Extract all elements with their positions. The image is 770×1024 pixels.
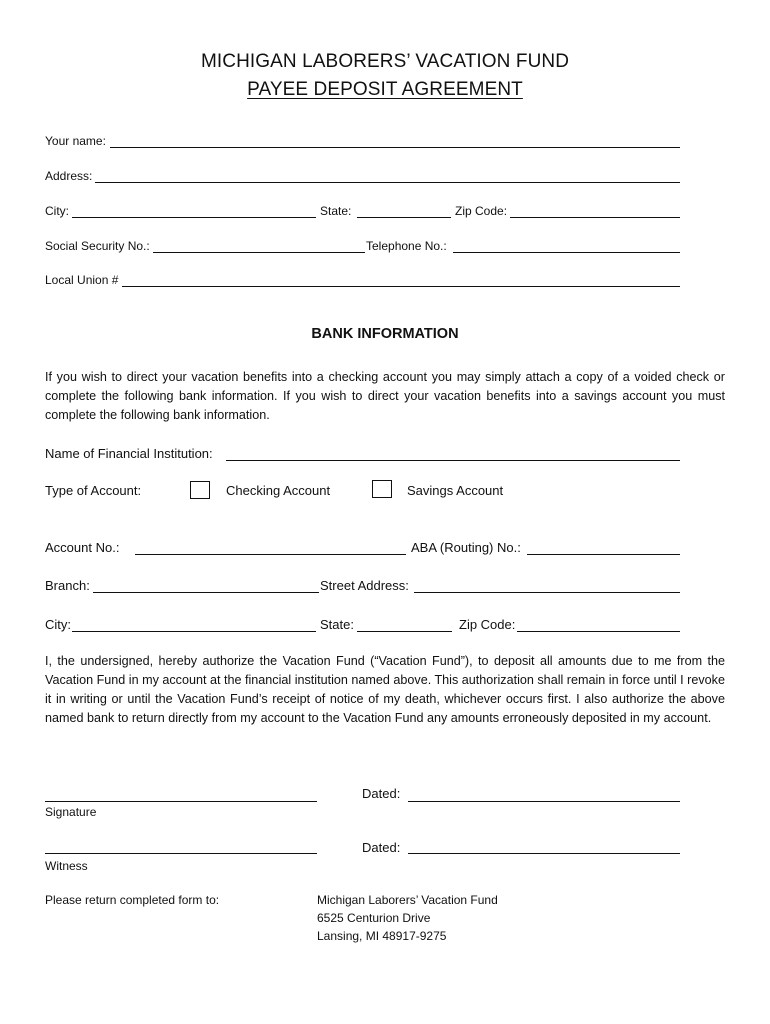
address-field[interactable] bbox=[95, 182, 680, 183]
state-field[interactable] bbox=[357, 217, 451, 218]
state-label: State: bbox=[320, 204, 352, 218]
zip-field[interactable] bbox=[510, 217, 680, 218]
witness-label: Witness bbox=[45, 859, 88, 873]
account-number-field[interactable] bbox=[135, 554, 406, 555]
routing-label: ABA (Routing) No.: bbox=[411, 540, 521, 555]
signature-dated-label: Dated: bbox=[362, 786, 401, 801]
savings-label: Savings Account bbox=[407, 483, 504, 498]
bank-intro: If you wish to direct your vacation benefits into a checking account you may simply attach a copy of a voided check or complete the following bank information. If you wish to direct your vacation benefits into a savings account you must complete the following bank information. bbox=[45, 370, 725, 422]
phone-label: Telephone No.: bbox=[366, 239, 447, 253]
branch-field[interactable] bbox=[93, 592, 319, 593]
checking-checkbox[interactable] bbox=[190, 481, 210, 499]
ssn-field[interactable] bbox=[153, 252, 365, 253]
bank-state-field[interactable] bbox=[357, 631, 452, 632]
branch-label: Branch: bbox=[45, 578, 90, 593]
form-subtitle: PAYEE DEPOSIT AGREEMENT bbox=[247, 79, 523, 100]
account-number-label: Account No.: bbox=[45, 540, 120, 555]
name-field[interactable] bbox=[110, 147, 680, 148]
city-label: City: bbox=[45, 204, 69, 218]
signature-date-field[interactable] bbox=[408, 801, 680, 802]
institution-field[interactable] bbox=[226, 460, 680, 461]
phone-field[interactable] bbox=[453, 252, 680, 253]
return-org: Michigan Laborers’ Vacation Fund bbox=[317, 893, 498, 907]
return-street: 6525 Centurion Drive bbox=[317, 911, 431, 925]
bank-city-field[interactable] bbox=[72, 631, 316, 632]
account-type-label: Type of Account: bbox=[45, 483, 142, 498]
zip-label: Zip Code: bbox=[455, 204, 508, 218]
union-field[interactable] bbox=[122, 286, 680, 287]
city-field[interactable] bbox=[72, 217, 316, 218]
address-label: Address: bbox=[45, 169, 93, 183]
union-label: Local Union # bbox=[45, 273, 119, 287]
witness-field[interactable] bbox=[45, 853, 317, 854]
bank-zip-label: Zip Code: bbox=[459, 617, 516, 632]
street-address-label: Street Address: bbox=[320, 578, 409, 593]
institution-label: Name of Financial Institution: bbox=[45, 446, 213, 461]
witness-date-field[interactable] bbox=[408, 853, 680, 854]
return-city: Lansing, MI 48917-9275 bbox=[317, 929, 447, 943]
bank-city-label: City: bbox=[45, 617, 71, 632]
street-address-field[interactable] bbox=[414, 592, 680, 593]
savings-checkbox[interactable] bbox=[372, 480, 392, 498]
return-label: Please return completed form to: bbox=[45, 893, 220, 907]
name-label: Your name: bbox=[45, 134, 106, 148]
ssn-label: Social Security No.: bbox=[45, 239, 150, 253]
form-title: MICHIGAN LABORERS’ VACATION FUND bbox=[200, 51, 570, 72]
bank-state-label: State: bbox=[320, 617, 354, 632]
signature-field[interactable] bbox=[45, 801, 317, 802]
signature-label: Signature bbox=[45, 805, 97, 819]
authorization-text: I, the undersigned, hereby authorize the Vacation Fund (“Vacation Fund”), to deposit all amounts due to me from the Vacation Fund in my account at the financial institution named above. This authorization shall remain in force until I revoke it in writing or until the Vacation Fund’s receipt of notice of my death, whichever occurs first. I also authorize the above named bank to return directly from my account to the Vacation Fund any amounts erroneously deposited in my account. bbox=[45, 654, 725, 725]
witness-dated-label: Dated: bbox=[362, 840, 401, 855]
bank-zip-field[interactable] bbox=[517, 631, 680, 632]
routing-field[interactable] bbox=[527, 554, 680, 555]
checking-label: Checking Account bbox=[226, 483, 331, 498]
bank-heading: BANK INFORMATION bbox=[311, 326, 459, 342]
